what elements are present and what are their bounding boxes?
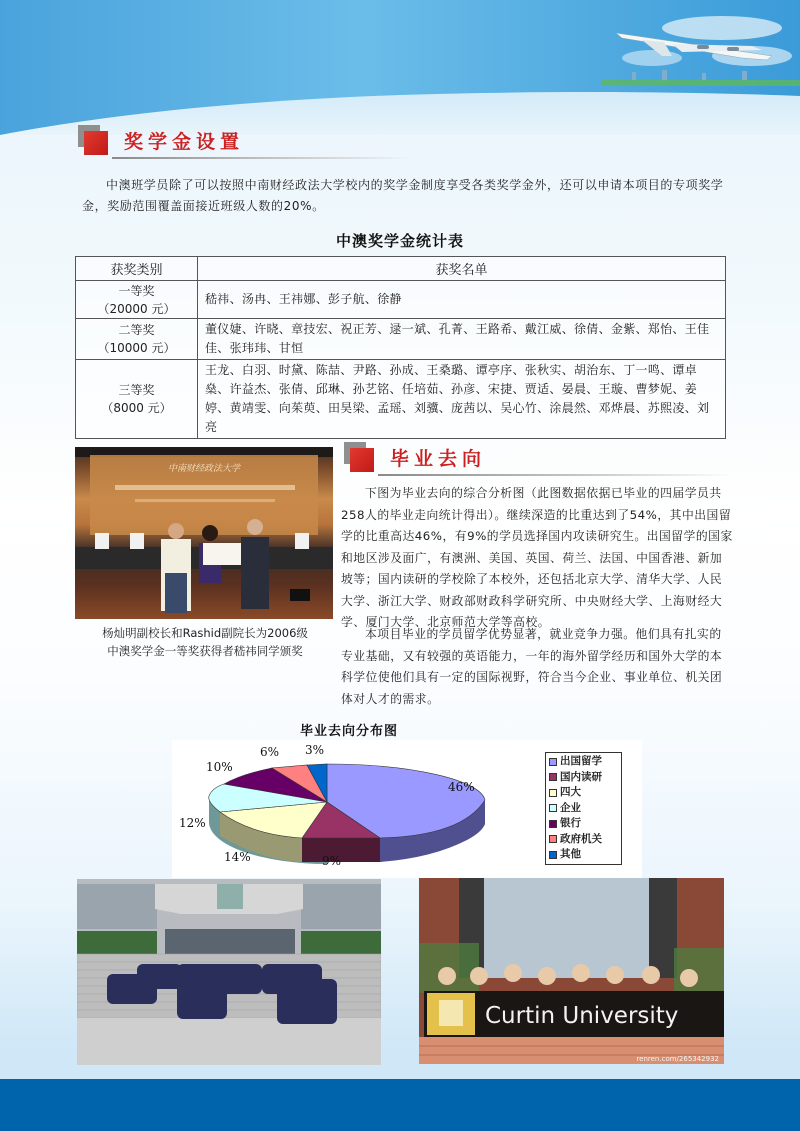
award-names: 嵇祎、汤冉、王祎娜、彭子航、徐静 xyxy=(198,281,726,319)
graduates-photo xyxy=(77,879,381,1065)
section-divider xyxy=(112,157,412,159)
pie-label-46: 46% xyxy=(448,780,475,794)
pie-label-6: 6% xyxy=(260,745,280,759)
award-category xyxy=(76,281,198,319)
pie-label-12: 12% xyxy=(179,816,206,830)
svg-text:中南财经政法大学: 中南财经政法大学 xyxy=(167,464,241,474)
chart-legend xyxy=(545,752,622,865)
award-ceremony-photo xyxy=(75,447,333,619)
table-header-row xyxy=(76,257,726,281)
header-names: 获奖名单 xyxy=(198,257,726,281)
legend-item xyxy=(549,816,618,832)
legend-swatch xyxy=(549,820,557,828)
table-row xyxy=(76,319,726,360)
header-square-red xyxy=(84,131,108,155)
legend-label: 银行 xyxy=(560,817,581,829)
graduation-paragraph-2 xyxy=(341,624,733,710)
legend-item xyxy=(549,801,618,817)
legend-label: 政府机关 xyxy=(560,832,602,845)
table-row xyxy=(76,281,726,319)
scholarship-intro-text: 中澳班学员除了可以按照中南财经政法大学校内的奖学金制度享受各类奖学金外，还可以申请本项目的专项奖学金，奖励范围覆盖面接近班级人数的20%。 xyxy=(82,178,724,213)
legend-item xyxy=(549,847,618,863)
scholarship-intro xyxy=(82,175,732,217)
legend-label: 出国留学 xyxy=(560,755,602,767)
category-amount: （20000 元） xyxy=(97,301,176,316)
pie-label-14: 14% xyxy=(224,850,251,864)
category-amount: （8000 元） xyxy=(101,401,172,415)
legend-label: 其他 xyxy=(560,848,581,860)
legend-label: 企业 xyxy=(560,801,581,814)
legend-label: 四大 xyxy=(560,786,581,798)
legend-label: 国内读研 xyxy=(560,770,602,783)
caption-line-1: 杨灿明副校长和Rashid副院长为2006级 xyxy=(102,626,308,640)
legend-swatch xyxy=(549,758,557,766)
footer-band xyxy=(0,1079,800,1131)
category-label: 二等奖 xyxy=(118,323,155,337)
chart-title: 毕业去向分布图 xyxy=(300,724,399,739)
legend-swatch xyxy=(549,804,557,812)
graduation-paragraph-1 xyxy=(341,483,733,634)
award-names: 董仪婕、许晓、章技宏、祝正芳、逯一斌、孔菁、王路希、戴江威、徐倩、金紫、郑怡、王佳佳、张玮玮、甘恒 xyxy=(198,319,726,360)
graduation-paragraph-1-text: 下图为毕业去向的综合分析图（此图数据依据已毕业的四届学员共258人的毕业走向统计得出）。继续深造的比重达到了54%，其中出国留学的比重高达46%，有9%的学员选择国内攻读研究生。出国留学的国家和地区涉及面广，有澳洲、美国、英国、荷兰、法国、中国香港、新加坡等；国内读研的学校除了本校外，还包括北京大学、清华大学、人民大学、浙江大学、财政部财政科学研究所、中央财经大学、上海财经大学、厦门大学、北京师范大学等高校。 xyxy=(341,486,733,629)
svg-text:Curtin University: Curtin University xyxy=(485,1003,679,1029)
pie-label-10: 10% xyxy=(206,760,233,774)
header-square-red xyxy=(350,448,374,472)
award-category xyxy=(76,360,198,439)
section-divider xyxy=(378,474,734,476)
graduation-section-header xyxy=(344,442,734,478)
legend-swatch xyxy=(549,835,557,843)
award-photo-caption xyxy=(70,624,340,660)
legend-swatch xyxy=(549,851,557,859)
award-category xyxy=(76,319,198,360)
legend-item xyxy=(549,832,618,848)
legend-item xyxy=(549,770,618,786)
pie-label-9: 9% xyxy=(322,854,342,868)
category-label: 一等奖 xyxy=(118,283,155,298)
legend-item xyxy=(549,754,618,770)
airplane-illustration xyxy=(602,8,800,88)
table-row xyxy=(76,360,726,439)
category-label: 三等奖 xyxy=(118,383,155,397)
curtin-university-photo xyxy=(419,878,724,1064)
scholarship-section-header xyxy=(78,125,678,161)
pie-label-3: 3% xyxy=(305,743,325,757)
legend-item xyxy=(549,785,618,801)
scholarship-section-title: 奖学金设置 xyxy=(124,131,245,153)
award-table xyxy=(75,256,726,439)
award-table-title: 中澳奖学金统计表 xyxy=(335,232,464,250)
graduation-section-title: 毕业去向 xyxy=(390,448,487,470)
award-names: 王龙、白羽、时黛、陈喆、尹路、孙成、王桑璐、谭亭序、张秋实、胡治东、丁一鸣、谭卓燊、许益杰、张倩、邱琳、孙艺铭、任培茹、孙彦、宋捷、贾适、晏晨、王璇、曹梦妮、姜婷、黄靖雯、向茱萸、田昊梁、孟瑶、刘骥、庞茜以、吴心竹、涂晨然、邓烨晨、苏熙凌、刘亮 xyxy=(198,360,726,439)
header-banner xyxy=(0,0,800,135)
svg-text:renren.com/265342932: renren.com/265342932 xyxy=(636,1055,719,1063)
header-category: 获奖类别 xyxy=(76,257,198,281)
category-amount: （10000 元） xyxy=(97,341,176,355)
legend-swatch xyxy=(549,773,557,781)
graduation-paragraph-2-text: 本项目毕业的学员留学优势显著，就业竞争力强。他们具有扎实的专业基础，又有较强的英语能力，一年的海外留学经历和国外大学的本科学位使他们具有一定的国际视野，符合当今企业、事业单位、机关团体对人才的需求。 xyxy=(341,627,723,706)
legend-swatch xyxy=(549,789,557,797)
caption-line-2: 中澳奖学金一等奖获得者嵇祎同学颁奖 xyxy=(107,644,303,658)
